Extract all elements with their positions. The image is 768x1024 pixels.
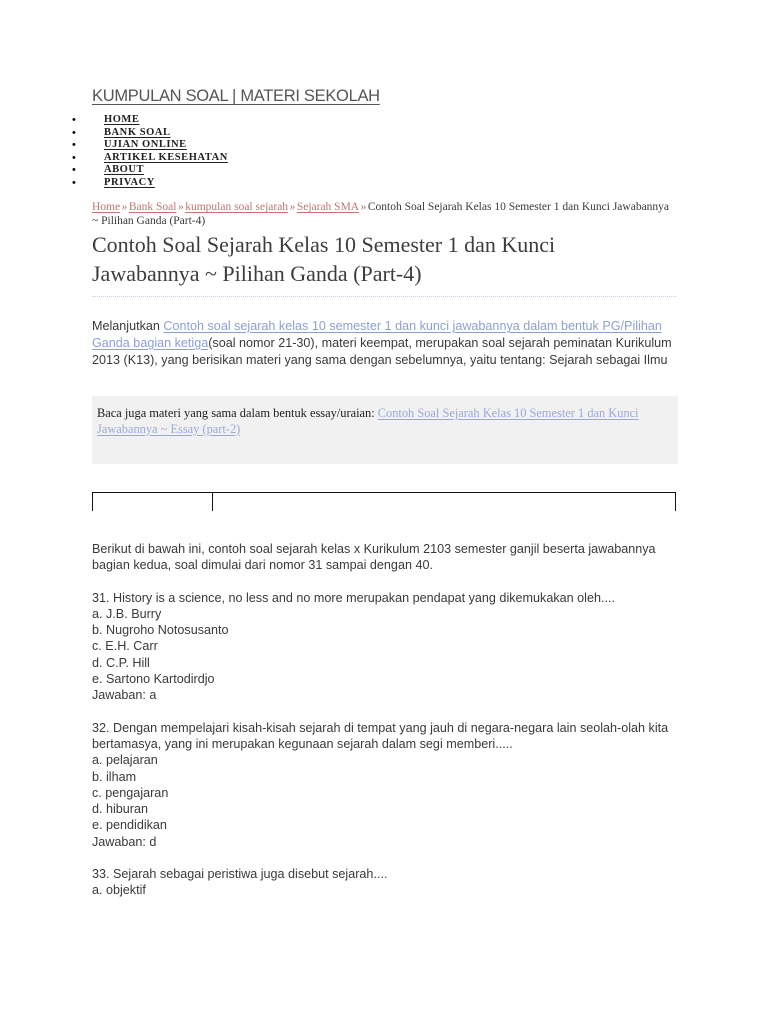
intro-lead-text: Melanjutkan — [92, 319, 164, 333]
question-option: d. C.P. Hill — [92, 655, 150, 670]
nav-link-label[interactable]: BANK SOAL — [104, 126, 171, 138]
bullet-icon: • — [72, 126, 77, 139]
nav-link-label[interactable]: HOME — [104, 114, 140, 125]
nav-item-about[interactable] — [66, 164, 228, 177]
question-block-31 — [92, 590, 677, 704]
nav-item-home[interactable] — [66, 114, 228, 127]
breadcrumb-separator: » — [289, 201, 296, 213]
breadcrumb-separator: » — [121, 201, 128, 213]
question-option: b. Nugroho Notosusanto — [92, 623, 229, 638]
question-block-33 — [92, 866, 677, 899]
bullet-icon: • — [72, 151, 77, 164]
article-body — [92, 541, 677, 915]
bullet-icon: • — [72, 139, 77, 151]
question-option: b. ilham — [92, 769, 137, 784]
breadcrumb-separator: » — [360, 201, 367, 213]
nav-item-ujian-online[interactable] — [66, 139, 228, 152]
question-answer: Jawaban: a — [92, 688, 157, 703]
question-option: c. E.H. Carr — [92, 639, 158, 654]
question-option: e. pendidikan — [92, 818, 167, 833]
main-navigation — [66, 114, 228, 189]
breadcrumb-link-kumpulan-soal-sejarah[interactable]: kumpulan soal sejarah — [185, 201, 289, 213]
page-title: Contoh Soal Sejarah Kelas 10 Semester 1 dan Kunci Jawabannya ~ Pilihan Ganda (Part-4) — [92, 232, 556, 286]
question-option: e. Sartono Kartodirdjo — [92, 672, 215, 687]
read-also-link[interactable]: Contoh Soal Sejarah Kelas 10 Semester 1 dan Kunci Jawabannya ~ Essay (part-2) — [97, 406, 639, 436]
question-option: a. pelajaran — [92, 753, 158, 768]
question-option: d. hiburan — [92, 802, 149, 817]
question-block-32 — [92, 720, 677, 850]
read-also-box — [92, 396, 678, 464]
breadcrumb — [92, 201, 672, 228]
bullet-icon: • — [72, 176, 77, 189]
site-title[interactable]: KUMPULAN SOAL | MATERI SEKOLAH — [92, 87, 380, 105]
nav-link-label[interactable]: UJIAN ONLINE — [104, 139, 187, 150]
nav-item-bank-soal[interactable] — [66, 127, 228, 140]
bullet-icon: • — [72, 114, 77, 126]
divider — [92, 296, 676, 298]
question-option: a. objektif — [92, 883, 146, 898]
table-column-divider — [212, 493, 213, 511]
intro-inline-link[interactable]: Contoh soal sejarah kelas 10 semester 1 dan kunci jawabannya dalam bentuk PG/Pilihan Ganda bagian ketiga — [92, 319, 662, 350]
question-prompt: 33. Sejarah sebagai peristiwa juga disebut sejarah.... — [92, 867, 388, 882]
nav-link-label[interactable]: ABOUT — [104, 164, 145, 175]
intro-paragraph — [92, 318, 677, 368]
intro-trailing-text: (soal nomor 21-30), materi keempat, merupakan soal sejarah peminatan Kurikulum 2013 (K13), yang berisikan materi yang sama dengan sebelumnya, yaitu tentang: Sejarah sebagai Ilmu — [92, 335, 672, 367]
read-also-lead: Baca juga materi yang sama dalam bentuk essay/uraian: — [97, 406, 378, 420]
lead-paragraph: Berikut di bawah ini, contoh soal sejarah kelas x Kurikulum 2103 semester ganjil beserta jawabannya bagian kedua, soal dimulai dari nomor 31 sampai dengan 40. — [92, 542, 656, 573]
breadcrumb-current: Contoh Soal Sejarah Kelas 10 Semester 1 dan Kunci Jawabannya ~ Pilihan Ganda (Part-4) — [92, 201, 670, 227]
question-prompt: 32. Dengan mempelajari kisah-kisah sejarah di tempat yang jauh di negara-negara lain seolah-olah kita bertamasya, yang ini merupakan kegunaan sejarah dalam segi memberi..... — [92, 720, 669, 751]
breadcrumb-separator: » — [177, 201, 184, 213]
question-prompt: 31. History is a science, no less and no more merupakan pendapat yang dikemukakan oleh.... — [92, 590, 615, 605]
empty-table — [92, 492, 676, 511]
breadcrumb-link-bank-soal[interactable]: Bank Soal — [128, 201, 177, 213]
bullet-icon: • — [72, 164, 77, 176]
nav-link-label[interactable]: PRIVACY — [104, 176, 155, 188]
breadcrumb-link-sejarah-sma[interactable]: Sejarah SMA — [296, 201, 360, 213]
read-also-text — [97, 406, 672, 437]
nav-link-label[interactable]: ARTIKEL KESEHATAN — [104, 151, 228, 163]
question-option: c. pengajaran — [92, 785, 169, 800]
question-answer: Jawaban: d — [92, 834, 157, 849]
breadcrumb-link-home[interactable]: Home — [92, 201, 121, 213]
question-option: a. J.B. Burry — [92, 606, 162, 621]
nav-item-artikel-kesehatan[interactable] — [66, 152, 228, 165]
nav-item-privacy[interactable] — [66, 177, 228, 190]
